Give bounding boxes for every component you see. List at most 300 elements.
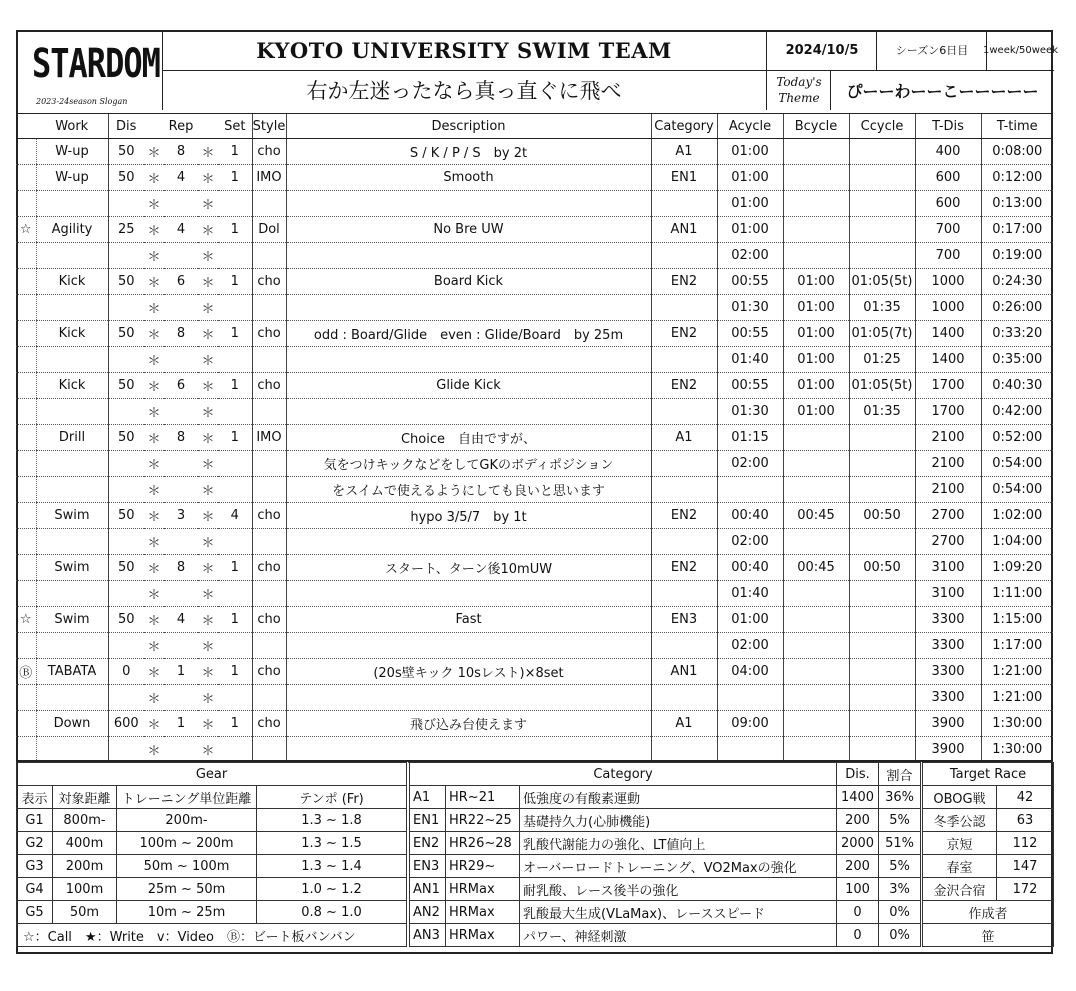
- cell-dis: [108, 451, 144, 477]
- cell-style: IMO: [252, 165, 286, 191]
- cell-ccycle: 01:05(5t): [849, 373, 915, 399]
- cell-mark: [16, 685, 36, 711]
- gear-cell: 50m: [53, 901, 117, 924]
- cell-rep: [164, 191, 198, 217]
- gear-cell: G5: [17, 901, 53, 924]
- menu-row: [16, 269, 1053, 295]
- cell-sep1: ＊: [144, 633, 164, 659]
- cell-description: odd : Board/Glide even : Glide/Board by 25m: [286, 321, 651, 347]
- cell-set: [218, 581, 252, 607]
- cell-mark: [16, 243, 36, 269]
- cell-dis: [108, 295, 144, 321]
- cell-sep1: ＊: [144, 425, 164, 451]
- cell-tdis: 1700: [915, 399, 981, 425]
- gear-row: [17, 855, 407, 878]
- cell-tdis: 700: [915, 243, 981, 269]
- cell-ttime: 0:19:00: [981, 243, 1053, 269]
- cell-sep1: ＊: [144, 581, 164, 607]
- cell-ccycle: [849, 737, 915, 763]
- cell-rep: [164, 399, 198, 425]
- target-race-body: [923, 786, 1054, 901]
- cell-dis: 50: [108, 269, 144, 295]
- category-cell: 低強度の有酸素運動: [520, 786, 837, 809]
- cell-ccycle: [849, 581, 915, 607]
- menu-row: [16, 425, 1053, 451]
- cell-rep: 6: [164, 373, 198, 399]
- cell-work: [36, 399, 108, 425]
- cell-sep1: ＊: [144, 737, 164, 763]
- cell-rep: 6: [164, 269, 198, 295]
- cell-mark: [16, 165, 36, 191]
- cell-style: cho: [252, 607, 286, 633]
- cell-dis: 50: [108, 321, 144, 347]
- sheet-header: [16, 30, 1059, 110]
- cell-rep: 8: [164, 139, 198, 165]
- cell-mark: [16, 711, 36, 737]
- cell-mark: [16, 373, 36, 399]
- cell-style: [252, 633, 286, 659]
- cell-mark: [16, 269, 36, 295]
- cell-sep2: ＊: [198, 243, 218, 269]
- cell-dis: [108, 581, 144, 607]
- category-cell: 0: [837, 924, 879, 947]
- cell-ccycle: [849, 165, 915, 191]
- cell-dis: 50: [108, 165, 144, 191]
- cell-work: Swim: [36, 607, 108, 633]
- cell-tdis: 2100: [915, 425, 981, 451]
- cell-tdis: 600: [915, 165, 981, 191]
- cell-category: EN3: [651, 607, 717, 633]
- cell-bcycle: [783, 243, 849, 269]
- cell-ccycle: 00:50: [849, 503, 915, 529]
- cell-bcycle: [783, 217, 849, 243]
- cell-acycle: 01:00: [717, 139, 783, 165]
- cell-bcycle: 01:00: [783, 373, 849, 399]
- cell-description: Glide Kick: [286, 373, 651, 399]
- cell-ttime: 1:30:00: [981, 737, 1053, 763]
- cell-sep1: ＊: [144, 399, 164, 425]
- cell-mark: [16, 191, 36, 217]
- cell-sep1: ＊: [144, 139, 164, 165]
- cell-ccycle: [849, 711, 915, 737]
- cell-sep2: ＊: [198, 529, 218, 555]
- cell-acycle: 02:00: [717, 451, 783, 477]
- category-cell: 0%: [879, 924, 921, 947]
- cell-style: [252, 451, 286, 477]
- cell-mark: [16, 633, 36, 659]
- gear-cell: 10m ~ 25m: [117, 901, 257, 924]
- cell-ttime: 0:54:00: [981, 451, 1053, 477]
- cell-description: 飛び込み台使えます: [286, 711, 651, 737]
- cell-acycle: 01:40: [717, 581, 783, 607]
- category-cell: 3%: [879, 878, 921, 901]
- gear-col-tempo: テンポ (Fr): [257, 786, 407, 809]
- cell-sep1: ＊: [144, 607, 164, 633]
- cell-work: [36, 191, 108, 217]
- cell-acycle: 01:30: [717, 295, 783, 321]
- cell-description: スタート、ターン後10mUW: [286, 555, 651, 581]
- cell-style: cho: [252, 139, 286, 165]
- col-style: Style: [252, 114, 286, 139]
- category-cell: HR22~25: [446, 809, 520, 832]
- cell-category: [651, 399, 717, 425]
- cell-description: [286, 737, 651, 763]
- category-cell: 200: [837, 855, 879, 878]
- cell-dis: 50: [108, 607, 144, 633]
- category-cell: AN1: [410, 878, 446, 901]
- cell-sep2: ＊: [198, 191, 218, 217]
- cell-acycle: 01:00: [717, 191, 783, 217]
- cell-acycle: 02:00: [717, 243, 783, 269]
- cell-mark: Ⓑ: [16, 659, 36, 685]
- cell-mark: [16, 425, 36, 451]
- cell-ccycle: 01:25: [849, 347, 915, 373]
- menu-body: [16, 139, 1053, 763]
- col-mark: [16, 114, 36, 139]
- cell-mark: ☆: [16, 217, 36, 243]
- cell-category: [651, 477, 717, 503]
- season-day: シーズン6日目: [876, 30, 987, 71]
- cell-acycle: 00:40: [717, 555, 783, 581]
- cell-bcycle: [783, 425, 849, 451]
- cell-acycle: 01:00: [717, 165, 783, 191]
- cell-ttime: 1:21:00: [981, 685, 1053, 711]
- cell-description: [286, 529, 651, 555]
- gear-cell: 100m ~ 200m: [117, 832, 257, 855]
- logo-box: [16, 30, 163, 110]
- cell-rep: [164, 685, 198, 711]
- cell-mark: [16, 451, 36, 477]
- cell-tdis: 1400: [915, 347, 981, 373]
- cell-work: Down: [36, 711, 108, 737]
- cell-set: 1: [218, 165, 252, 191]
- cell-category: [651, 529, 717, 555]
- cell-sep2: ＊: [198, 659, 218, 685]
- theme-label-line2: Theme: [778, 91, 820, 105]
- cell-ccycle: [849, 529, 915, 555]
- cell-work: Agility: [36, 217, 108, 243]
- cell-set: [218, 529, 252, 555]
- target-race-row: [923, 832, 1054, 855]
- category-cell: オーバーロードトレーニング、VO2Maxの強化: [520, 855, 837, 878]
- cell-work: W-up: [36, 139, 108, 165]
- team-name: KYOTO UNIVERSITY SWIM TEAM: [162, 30, 766, 71]
- gear-cell: 200m: [53, 855, 117, 878]
- cell-ccycle: [849, 685, 915, 711]
- cell-dis: [108, 399, 144, 425]
- cell-style: cho: [252, 659, 286, 685]
- cell-ttime: 0:42:00: [981, 399, 1053, 425]
- category-cell: HR29~: [446, 855, 520, 878]
- cell-dis: [108, 243, 144, 269]
- col-sep1: [144, 114, 164, 139]
- col-dis: Dis: [108, 114, 144, 139]
- season-slogan: 右か左迷ったなら真っ直ぐに飛べ: [306, 79, 622, 103]
- cell-acycle: [717, 737, 783, 763]
- menu-row: [16, 321, 1053, 347]
- cell-mark: [16, 399, 36, 425]
- cell-rep: [164, 737, 198, 763]
- cell-ttime: 0:17:00: [981, 217, 1053, 243]
- cell-ttime: 0:54:00: [981, 477, 1053, 503]
- cell-set: 1: [218, 555, 252, 581]
- cell-ttime: 0:52:00: [981, 425, 1053, 451]
- cell-style: [252, 399, 286, 425]
- cell-bcycle: 01:00: [783, 321, 849, 347]
- theme-label-line1: Today's: [776, 75, 822, 89]
- cell-set: 1: [218, 217, 252, 243]
- cell-category: EN2: [651, 269, 717, 295]
- cell-acycle: 00:55: [717, 269, 783, 295]
- category-cell: 100: [837, 878, 879, 901]
- cell-tdis: 2100: [915, 477, 981, 503]
- cell-acycle: 00:55: [717, 373, 783, 399]
- cell-category: AN1: [651, 659, 717, 685]
- cell-bcycle: [783, 607, 849, 633]
- category-cell: 36%: [879, 786, 921, 809]
- cell-sep1: ＊: [144, 451, 164, 477]
- cell-tdis: 1000: [915, 269, 981, 295]
- cell-rep: [164, 529, 198, 555]
- author-label: 作成者: [923, 901, 1054, 924]
- category-cell: 1400: [837, 786, 879, 809]
- target-race-cell: 172: [997, 878, 1054, 901]
- cell-sep1: ＊: [144, 165, 164, 191]
- cell-rep: 4: [164, 217, 198, 243]
- cell-sep2: ＊: [198, 425, 218, 451]
- category-cell: HRMax: [446, 924, 520, 947]
- cell-ccycle: [849, 139, 915, 165]
- cell-set: 1: [218, 139, 252, 165]
- menu-row: [16, 633, 1053, 659]
- cell-description: Board Kick: [286, 269, 651, 295]
- cell-sep2: ＊: [198, 321, 218, 347]
- col-ttime: T-time: [981, 114, 1053, 139]
- cell-ccycle: 01:35: [849, 295, 915, 321]
- cell-set: 1: [218, 425, 252, 451]
- gear-cell: 0.8 ~ 1.0: [257, 901, 407, 924]
- cell-style: cho: [252, 373, 286, 399]
- cell-category: EN2: [651, 503, 717, 529]
- cell-set: 1: [218, 607, 252, 633]
- cell-sep1: ＊: [144, 191, 164, 217]
- cell-dis: 25: [108, 217, 144, 243]
- cell-description: 気をつけキックなどをしてGKのボディポジション: [286, 451, 651, 477]
- cell-sep2: ＊: [198, 503, 218, 529]
- target-race-cell: 112: [997, 832, 1054, 855]
- category-row: [410, 809, 921, 832]
- cell-sep2: ＊: [198, 269, 218, 295]
- cell-sep2: ＊: [198, 581, 218, 607]
- cell-sep1: ＊: [144, 373, 164, 399]
- cell-style: [252, 685, 286, 711]
- cell-work: Drill: [36, 425, 108, 451]
- cell-work: [36, 243, 108, 269]
- gear-row: [17, 878, 407, 901]
- cell-sep1: ＊: [144, 711, 164, 737]
- cell-work: [36, 685, 108, 711]
- cell-bcycle: [783, 581, 849, 607]
- category-row: [410, 878, 921, 901]
- cell-bcycle: 01:00: [783, 347, 849, 373]
- gear-cell: G1: [17, 809, 53, 832]
- menu-row: [16, 165, 1053, 191]
- gear-cell: 800m-: [53, 809, 117, 832]
- col-work: Work: [36, 114, 108, 139]
- cell-description: Smooth: [286, 165, 651, 191]
- cell-tdis: 700: [915, 217, 981, 243]
- category-cell: 5%: [879, 809, 921, 832]
- gear-cell: G3: [17, 855, 53, 878]
- cell-acycle: 04:00: [717, 659, 783, 685]
- cell-dis: 50: [108, 555, 144, 581]
- cell-sep2: ＊: [198, 477, 218, 503]
- cell-tdis: 3300: [915, 633, 981, 659]
- cell-sep2: ＊: [198, 711, 218, 737]
- cell-ttime: 1:21:00: [981, 659, 1053, 685]
- cell-dis: [108, 477, 144, 503]
- gear-col-unit: トレーニング単位距離: [117, 786, 257, 809]
- category-row: [410, 924, 921, 947]
- cell-style: Dol: [252, 217, 286, 243]
- cell-style: [252, 191, 286, 217]
- menu-row: [16, 659, 1053, 685]
- cell-category: [651, 347, 717, 373]
- cell-category: [651, 295, 717, 321]
- cell-work: [36, 295, 108, 321]
- cell-style: cho: [252, 711, 286, 737]
- menu-header-row: [16, 114, 1053, 139]
- cell-mark: [16, 477, 36, 503]
- cell-tdis: 3900: [915, 737, 981, 763]
- cell-acycle: 01:40: [717, 347, 783, 373]
- target-race-row: [923, 809, 1054, 832]
- cell-set: 4: [218, 503, 252, 529]
- col-set: Set: [218, 114, 252, 139]
- cell-set: [218, 243, 252, 269]
- col-rep: Rep: [164, 114, 198, 139]
- category-dis-label: Dis.: [837, 763, 879, 786]
- cell-bcycle: 01:00: [783, 295, 849, 321]
- cell-style: [252, 581, 286, 607]
- cell-dis: [108, 347, 144, 373]
- gear-cell: 1.0 ~ 1.2: [257, 878, 407, 901]
- cell-style: cho: [252, 269, 286, 295]
- category-cell: HRMax: [446, 901, 520, 924]
- slogan-tag: 2023-24season Slogan: [36, 97, 128, 106]
- cell-rep: 1: [164, 659, 198, 685]
- cell-bcycle: 01:00: [783, 269, 849, 295]
- cell-work: TABATA: [36, 659, 108, 685]
- cell-ttime: 0:33:20: [981, 321, 1053, 347]
- cell-work: Kick: [36, 321, 108, 347]
- category-cell: HRMax: [446, 878, 520, 901]
- cell-rep: [164, 477, 198, 503]
- gear-cell: G2: [17, 832, 53, 855]
- category-header-row: [410, 763, 921, 786]
- cell-work: [36, 347, 108, 373]
- cell-ttime: 1:30:00: [981, 711, 1053, 737]
- category-cell: 2000: [837, 832, 879, 855]
- cell-tdis: 3300: [915, 685, 981, 711]
- cell-style: [252, 737, 286, 763]
- gear-col-target: 対象距離: [53, 786, 117, 809]
- cell-rep: [164, 581, 198, 607]
- cell-rep: 8: [164, 555, 198, 581]
- cell-acycle: 00:40: [717, 503, 783, 529]
- cell-category: [651, 737, 717, 763]
- cell-acycle: 02:00: [717, 633, 783, 659]
- gear-cell: 25m ~ 50m: [117, 878, 257, 901]
- cell-acycle: 01:15: [717, 425, 783, 451]
- menu-row: [16, 243, 1053, 269]
- gear-cell: 200m-: [117, 809, 257, 832]
- cell-set: [218, 451, 252, 477]
- stardom-logo: STARDOM: [32, 39, 160, 87]
- cell-rep: [164, 451, 198, 477]
- cell-acycle: [717, 685, 783, 711]
- target-race-cell: 春室: [923, 855, 997, 878]
- cell-work: [36, 737, 108, 763]
- menu-row: [16, 373, 1053, 399]
- category-cell: A1: [410, 786, 446, 809]
- menu-row: [16, 503, 1053, 529]
- category-cell: AN3: [410, 924, 446, 947]
- cell-style: [252, 347, 286, 373]
- category-cell: EN3: [410, 855, 446, 878]
- cell-description: [286, 581, 651, 607]
- cell-tdis: 2700: [915, 503, 981, 529]
- cell-ccycle: [849, 425, 915, 451]
- category-ratio-label: 割合: [879, 763, 921, 786]
- cell-set: [218, 685, 252, 711]
- gear-row: [17, 809, 407, 832]
- cell-bcycle: 01:00: [783, 399, 849, 425]
- cell-set: 1: [218, 711, 252, 737]
- cell-bcycle: [783, 451, 849, 477]
- category-cell: 0%: [879, 901, 921, 924]
- cell-rep: 4: [164, 607, 198, 633]
- cell-sep2: ＊: [198, 451, 218, 477]
- gear-row: [17, 832, 407, 855]
- category-title: Category: [410, 763, 837, 786]
- cell-work: W-up: [36, 165, 108, 191]
- category-cell: 0: [837, 901, 879, 924]
- cell-set: 1: [218, 269, 252, 295]
- cell-bcycle: [783, 711, 849, 737]
- cell-bcycle: [783, 659, 849, 685]
- gear-cell: 400m: [53, 832, 117, 855]
- gear-body: [17, 809, 407, 924]
- category-table: [409, 762, 921, 947]
- cell-ccycle: 01:05(7t): [849, 321, 915, 347]
- cell-sep1: ＊: [144, 529, 164, 555]
- cell-tdis: 3900: [915, 711, 981, 737]
- cell-dis: [108, 685, 144, 711]
- cell-style: [252, 529, 286, 555]
- cell-sep1: ＊: [144, 659, 164, 685]
- cell-category: AN1: [651, 217, 717, 243]
- menu-table: [16, 113, 1053, 763]
- cell-work: [36, 581, 108, 607]
- cell-style: [252, 295, 286, 321]
- cell-style: [252, 477, 286, 503]
- cell-ccycle: [849, 633, 915, 659]
- cell-sep2: ＊: [198, 607, 218, 633]
- practice-date: 2024/10/5: [766, 30, 877, 71]
- target-race-row: [923, 855, 1054, 878]
- col-bcycle: Bcycle: [783, 114, 849, 139]
